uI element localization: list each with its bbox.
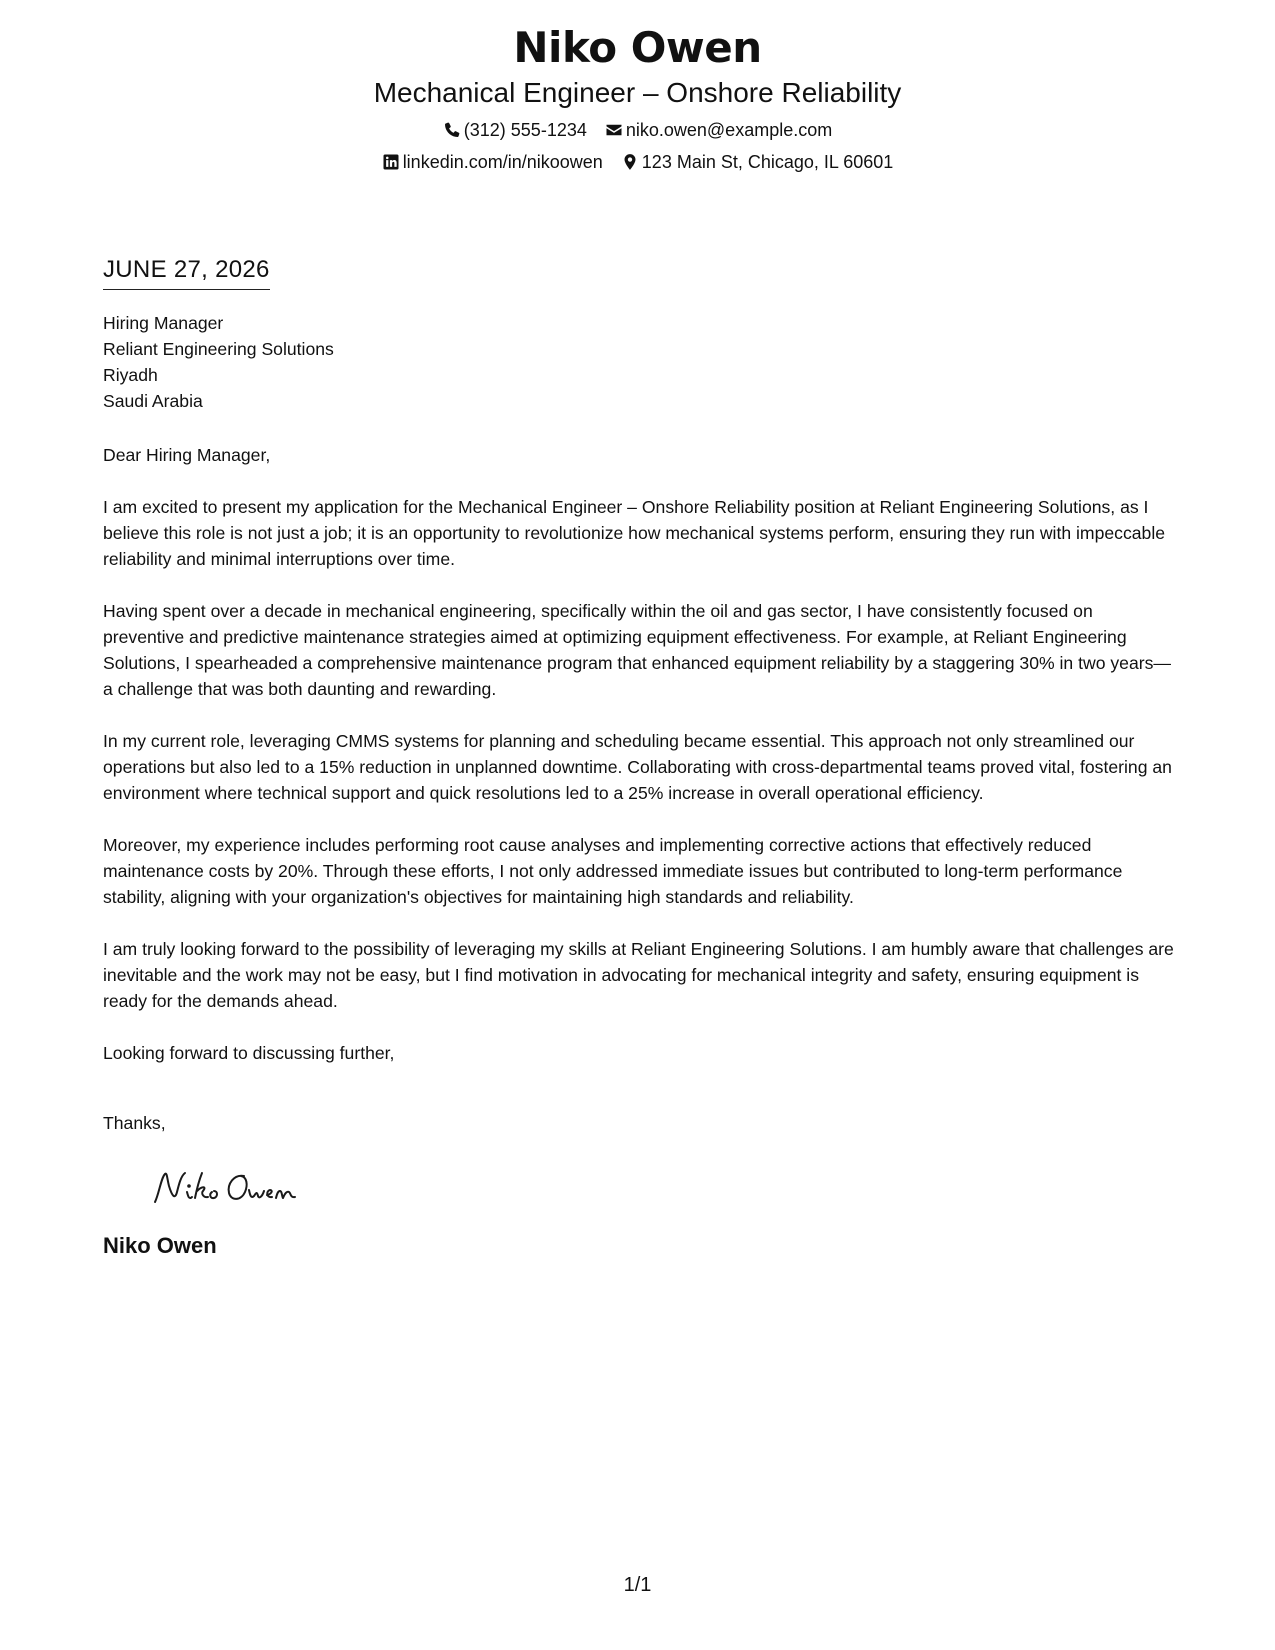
body-paragraph: I am truly looking forward to the possibility of leveraging my skills at Reliant Engineering Solutions. I am humbly aware that challenges are inevitable and the work may not be easy, but I find motivation in advocating for mechanical integrity and safety, ensuring equipment is ready for the demands ahead. xyxy=(103,939,1174,1011)
recipient-line: Riyadh xyxy=(103,365,158,385)
recipient-line: Saudi Arabia xyxy=(103,391,203,411)
recipient-line: Reliant Engineering Solutions xyxy=(103,339,334,359)
body-paragraph: In my current role, leveraging CMMS systems for planning and scheduling became essential. This approach not only streamlined our operations but also led to a 15% reduction in unplanned downtime. Collaborating with cross-departmental teams proved vital, fostering an environment where technical support and quick resolutions led to a 25% increase in overall operational efficiency. xyxy=(103,731,1172,803)
recipient-line: Hiring Manager xyxy=(103,313,224,333)
letter-date: JUNE 27, 2026 xyxy=(103,255,270,290)
signer-name: Niko Owen xyxy=(103,1233,217,1258)
applicant-headline: Mechanical Engineer – Onshore Reliability xyxy=(373,77,902,108)
contact-address xyxy=(621,150,894,174)
recipient-block xyxy=(103,310,1178,414)
street-address: 123 Main St, Chicago, IL 60601 xyxy=(641,152,894,172)
body-paragraph: I am excited to present my application for the Mechanical Engineer – Onshore Reliability position at Reliant Engineering Solutions, as I believe this role is not just a job; it is an opportunity to revolutionize how mechanical systems perform, ensuring they run with impeccable reliability and minimal interruptions over time. xyxy=(103,497,1166,569)
page-number: 1/1 xyxy=(623,1574,652,1596)
contact-row-primary xyxy=(0,118,1275,142)
contact-row-secondary xyxy=(0,150,1275,174)
closing-line: Looking forward to discussing further, xyxy=(103,1043,395,1063)
contact-email xyxy=(605,118,832,142)
salutation: Dear Hiring Manager, xyxy=(103,445,271,465)
signature-image xyxy=(149,1164,1178,1212)
body-paragraph: Having spent over a decade in mechanical engineering, specifically within the oil and gas sector, I have consistently focused on preventive and predictive maintenance strategies aimed at optimizing equipment effectiveness. For example, at Reliant Engineering Solutions, I spearheaded a comprehensive maintenance program that enhanced equipment reliability by a staggering 30% in two years—a challenge that was both daunting and rewarding. xyxy=(103,601,1171,699)
phone-icon xyxy=(443,121,461,139)
contact-linkedin xyxy=(382,150,603,174)
linkedin-icon xyxy=(382,153,400,171)
signoff: Thanks, xyxy=(103,1113,166,1133)
letter-header xyxy=(0,22,1275,174)
letter-body xyxy=(103,255,1178,1260)
linkedin-url: linkedin.com/in/nikoowen xyxy=(402,152,603,172)
contact-phone xyxy=(443,118,587,142)
email-address: niko.owen@example.com xyxy=(625,120,833,140)
applicant-name: Niko Owen xyxy=(513,23,762,72)
map-marker-icon xyxy=(621,153,639,171)
envelope-icon xyxy=(605,121,623,139)
body-paragraph: Moreover, my experience includes performing root cause analyses and implementing corrective actions that effectively reduced maintenance costs by 20%. Through these efforts, I not only addressed immediate issues but contributed to long-term performance stability, aligning with your organization's objectives for maintaining high standards and reliability. xyxy=(103,835,1123,907)
phone-number: (312) 555-1234 xyxy=(463,120,587,140)
